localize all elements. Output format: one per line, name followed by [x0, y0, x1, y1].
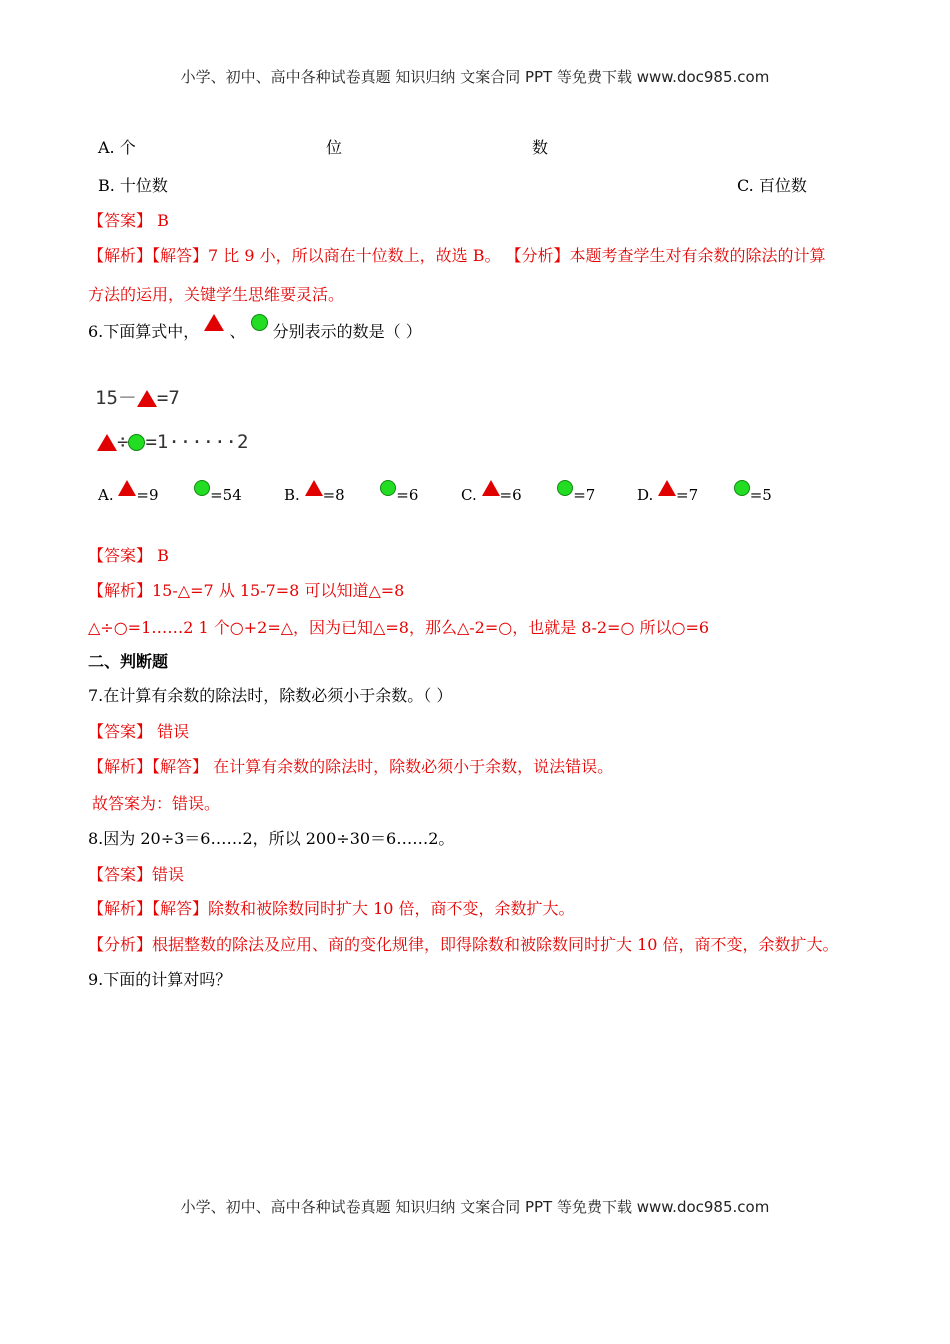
q6-option-a [98, 486, 242, 504]
option-letter: C. [461, 486, 477, 504]
option-letter: B. [284, 486, 300, 504]
option-letter: A. [98, 486, 114, 504]
eq2-right: =1······2 [145, 431, 249, 453]
q6-stem-prefix: 6.下面算式中， [88, 322, 200, 341]
q6-option-c [461, 486, 595, 504]
q7-analysis: 【解析】【解答】 在计算有余数的除法时，除数必须小于余数，说法错误。 [88, 757, 614, 776]
q8-analysis: 【解析】【解答】除数和被除数同时扩大 10 倍，商不变，余数扩大。 [88, 899, 575, 918]
answer-value: B [157, 546, 169, 565]
q7-conclusion: 故答案为：错误。 [92, 794, 221, 813]
red-triangle-icon [137, 390, 157, 407]
q6-analysis-line2: △÷○=1……2 1 个○+2=△，因为已知△=8，那么△-2=○，也就是 8-2=○ 所以○=6 [88, 618, 710, 637]
answer-value: 错误 [157, 722, 190, 741]
answer-tag: 【答案】 [88, 211, 153, 230]
triangle-value: =6 [499, 486, 522, 504]
triangle-value: =9 [136, 486, 159, 504]
eq2-divide-sign: ÷ [117, 431, 129, 453]
q5-option-a-mid: 位 [326, 138, 343, 157]
q5-option-c: C. 百位数 [737, 176, 807, 195]
q6-equation-1 [95, 386, 180, 410]
green-circle-icon [194, 480, 210, 496]
red-triangle-icon [97, 434, 117, 451]
q6-analysis-line1: 【解析】15-△=7 从 15-7=8 可以知道△=8 [88, 581, 405, 600]
green-circle-icon [734, 480, 750, 496]
answer-value: B [157, 211, 169, 230]
q7-answer [88, 722, 189, 742]
q6-equation-2 [97, 430, 248, 454]
q5-option-b: B. 十位数 [98, 176, 168, 195]
q5-answer [88, 211, 169, 231]
q6-option-b [284, 486, 418, 504]
red-triangle-icon [118, 480, 136, 496]
triangle-value: =7 [676, 486, 699, 504]
eq1-left: 15－ [95, 387, 137, 409]
q5-analysis-line1: 【解析】【解答】7 比 9 小，所以商在十位数上，故选 B。 【分析】本题考查学生对有余数的除法的计算 [88, 246, 826, 265]
q5-option-a-end: 数 [532, 138, 549, 157]
q6-option-d [637, 486, 772, 504]
q6-stem [88, 322, 422, 342]
q6-answer [88, 546, 169, 566]
green-circle-icon [251, 314, 268, 331]
answer-tag: 【答案】 [88, 546, 153, 565]
q6-stem-separator: 、 [229, 322, 246, 341]
section-title: 二、判断题 [88, 652, 169, 671]
option-letter: D. [637, 486, 654, 504]
answer-tag: 【答案】 [88, 865, 153, 884]
answer-value: 错误 [152, 865, 185, 884]
red-triangle-icon [658, 480, 676, 496]
q8-fenxi: 【分析】根据整数的除法及应用、商的变化规律，即得除数和被除数同时扩大 10 倍，商不变，余数扩大。 [88, 935, 839, 954]
green-circle-icon [557, 480, 573, 496]
eq1-right: =7 [156, 387, 180, 409]
green-circle-icon [128, 434, 145, 451]
q9-stem: 9.下面的计算对吗？ [88, 970, 232, 989]
red-triangle-icon [204, 314, 224, 331]
circle-value: =6 [396, 486, 419, 504]
q5-option-a-prefix: A. 个 [98, 138, 136, 157]
green-circle-icon [380, 480, 396, 496]
circle-value: =54 [210, 486, 242, 504]
answer-tag: 【答案】 [88, 722, 153, 741]
q7-stem: 7.在计算有余数的除法时，除数必须小于余数。（ ） [88, 686, 453, 705]
page-header: 小学、初中、高中各种试卷真题 知识归纳 文案合同 PPT 等免费下载 www.doc985.com [180, 68, 770, 86]
red-triangle-icon [482, 480, 500, 496]
q8-stem: 8.因为 20÷3＝6……2，所以 200÷30＝6……2。 [88, 829, 455, 848]
circle-value: =5 [749, 486, 772, 504]
q5-analysis-line2: 方法的运用，关键学生思维要灵活。 [88, 285, 345, 304]
page-footer: 小学、初中、高中各种试卷真题 知识归纳 文案合同 PPT 等免费下载 www.doc985.com [180, 1198, 770, 1216]
circle-value: =7 [573, 486, 596, 504]
triangle-value: =8 [322, 486, 345, 504]
q8-answer [88, 865, 184, 885]
q6-stem-suffix: 分别表示的数是（ ） [272, 322, 422, 341]
red-triangle-icon [305, 480, 323, 496]
